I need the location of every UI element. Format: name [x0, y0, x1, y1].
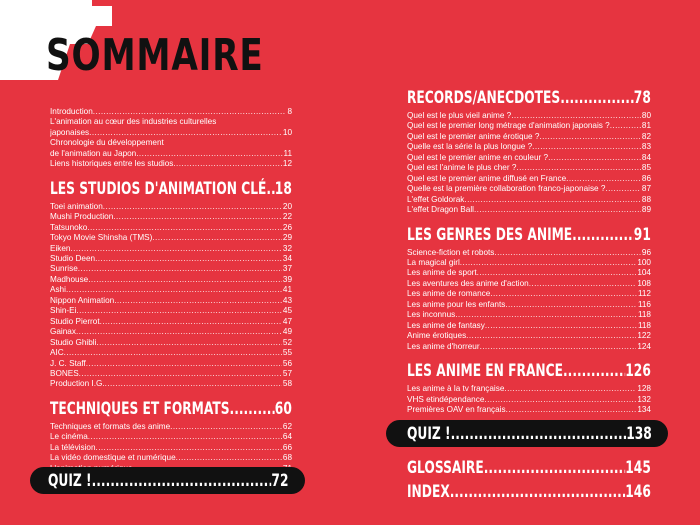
toc-entry[interactable] [407, 268, 651, 278]
toc-entry-page: 108 [637, 278, 651, 288]
toc-entry[interactable] [50, 159, 292, 169]
genres-list [407, 248, 651, 353]
toc-entry[interactable] [407, 384, 651, 394]
toc-entry[interactable] [407, 163, 651, 173]
toc-entry[interactable] [407, 184, 651, 194]
toc-entry-label: Les anime pour les enfants [407, 299, 506, 309]
france-heading[interactable]: LES ANIME EN FRANCE ..... 126 [407, 361, 651, 384]
toc-entry-label: La télévision [50, 442, 96, 452]
toc-entry-label: L'effet Goldorak [407, 194, 465, 204]
toc-entry[interactable] [50, 432, 292, 442]
toc-entry-page: 62 [282, 421, 292, 431]
toc-entry-label: Studio Ghibli [50, 337, 97, 347]
toc-entry-label: Les anime d'horreur [407, 341, 480, 351]
toc-entry-label: Quelle est la première collaboration franco-japonaise ? [407, 184, 606, 194]
intro-list [50, 107, 292, 170]
toc-entry[interactable] [50, 212, 292, 222]
toc-entry-label: BONES [50, 368, 79, 378]
toc-entry-label: Madhouse [50, 274, 89, 284]
toc-entry-page: 22 [282, 212, 292, 222]
toc-entry-label: Quel est le plus vieil anime ? [407, 111, 512, 120]
toc-entry-page: 66 [282, 442, 292, 452]
toc-entry-page: 82 [641, 131, 651, 141]
toc-entry-label: Quel est l'anime le plus cher ? [407, 163, 517, 173]
toc-entry-page: 26 [282, 222, 292, 232]
toc-entry-label: Anime érotiques [407, 331, 467, 341]
toc-entry[interactable] [407, 132, 651, 142]
toc-entry[interactable] [50, 369, 292, 379]
toc-entry-page: 11 [283, 148, 292, 158]
toc-entry-label: L'animation au cœur des industries culturelles [50, 117, 217, 127]
genres-heading[interactable]: LES GENRES DES ANIME ..... 91 [407, 225, 651, 248]
toc-entry[interactable] [407, 142, 651, 152]
toc-entry-page: 124 [637, 341, 651, 351]
toc-entry-label: Quel est le premier long métrage d'animation japonais ? [407, 121, 610, 131]
toc-entry[interactable] [50, 422, 292, 432]
toc-entry[interactable] [50, 453, 292, 463]
toc-entry-label: Ashi [50, 285, 66, 295]
index-heading[interactable]: INDEX ..... 146 [407, 482, 651, 505]
toc-entry-label: Quel est le premier anime en couleur ? [407, 152, 549, 162]
toc-entry-page: 34 [282, 253, 292, 263]
toc-entry-label: de l'animation au Japon [50, 148, 137, 158]
toc-entry[interactable] [50, 202, 292, 212]
toc-entry-page: 29 [282, 233, 292, 243]
quiz-pill-left[interactable] [30, 467, 305, 494]
toc-entry-page: 55 [282, 348, 292, 358]
toc-entry-page: 100 [637, 257, 651, 267]
toc-entry-label: J. C. Staff [50, 358, 86, 368]
toc-entry[interactable] [407, 395, 651, 405]
toc-entry-page: 128 [637, 384, 651, 394]
toc-entry-label: Eiken [50, 243, 71, 253]
toc-entry[interactable] [407, 405, 651, 415]
toc-left-column [50, 107, 292, 474]
toc-entry-page: 58 [282, 379, 292, 389]
toc-entry-page: 122 [637, 331, 651, 341]
toc-entry-page: 84 [641, 152, 651, 162]
toc-entry-page: 10 [282, 127, 292, 137]
techniques-heading[interactable]: TECHNIQUES ET FORMATS ..... 60 [50, 399, 292, 422]
toc-entry-label: VHS etindépendance [407, 394, 485, 404]
toc-entry[interactable] [407, 279, 651, 289]
studios-heading[interactable]: LES STUDIOS D'ANIMATION CLÉ ..... 18 [50, 179, 292, 202]
toc-entry-page: 83 [641, 142, 651, 152]
records-list [407, 111, 651, 216]
toc-entry-page: 8 [287, 107, 292, 116]
toc-entry-page: 118 [637, 320, 651, 330]
toc-entry-label: Shin-Ei [50, 306, 77, 316]
toc-entry[interactable] [50, 296, 292, 306]
toc-right-column [407, 88, 651, 415]
toc-entry-label: AIC [50, 348, 64, 358]
toc-entry-label: Studio Deen [50, 253, 96, 263]
toc-entry-label: Les inconnus [407, 310, 456, 320]
toc-entry-label: japonaises [50, 127, 90, 137]
toc-entry-page: 64 [282, 432, 292, 442]
toc-entry[interactable] [50, 327, 292, 337]
records-heading[interactable]: RECORDS/ANECDOTES ..... 78 [407, 88, 651, 111]
toc-entry[interactable] [407, 289, 651, 299]
toc-entry-page: 52 [282, 337, 292, 347]
toc-entry-label: Tatsunoko [50, 222, 88, 232]
toc-entry-page: 132 [637, 394, 651, 404]
toc-entry-label: Quelle est la série la plus longue ? [407, 142, 533, 152]
toc-entry-label: Premières OAV en français [407, 404, 506, 414]
toc-entry-page: 104 [637, 268, 651, 278]
toc-entry-page: 20 [282, 201, 292, 211]
toc-entry-label: L'effet Dragon Ball [407, 205, 474, 215]
toc-entry-page: 87 [641, 184, 651, 194]
toc-entry[interactable] [50, 306, 292, 316]
toc-entry-page: 57 [282, 368, 292, 378]
toc-entry[interactable] [407, 248, 651, 258]
toc-entry-label: Les anime de sport [407, 268, 477, 278]
toc-entry-page: 49 [282, 327, 292, 337]
toc-entry-page: 81 [641, 121, 651, 131]
toc-entry-label: Mushi Production [50, 212, 114, 222]
toc-entry-page: 85 [641, 163, 651, 173]
toc-entry[interactable] [50, 338, 292, 348]
quiz-label: QUIZ ! [48, 470, 92, 491]
toc-entry[interactable] [407, 153, 651, 163]
toc-entry-page: 96 [641, 247, 651, 257]
toc-entry-page: 41 [282, 285, 292, 295]
page-title: SOMMAIRE [46, 30, 264, 81]
toc-entry-page: 86 [641, 173, 651, 183]
toc-entry-page: 88 [641, 194, 651, 204]
toc-entry[interactable] [407, 310, 651, 320]
toc-entry-page: 43 [282, 295, 292, 305]
toc-entry[interactable] [50, 317, 292, 327]
france-list [407, 384, 651, 415]
toc-entry-page: 112 [637, 289, 651, 299]
toc-entry-page: 39 [282, 274, 292, 284]
toc-entry[interactable] [50, 138, 292, 159]
toc-entry-label: Les aventures des anime d'action [407, 278, 529, 288]
toc-entry-label: Introduction [50, 107, 93, 116]
toc-entry-label: Le cinéma [50, 432, 88, 442]
toc-entry[interactable] [50, 254, 292, 264]
toc-entry[interactable] [50, 379, 292, 389]
toc-entry[interactable] [50, 275, 292, 285]
toc-entry[interactable] [407, 195, 651, 205]
toc-entry-label: Les anime de romance [407, 289, 491, 299]
glossaire-heading[interactable]: GLOSSAIRE ..... 145 [407, 458, 651, 481]
toc-entry[interactable] [407, 300, 651, 310]
toc-entry-page: 47 [282, 316, 292, 326]
toc-entry-page: 56 [282, 358, 292, 368]
toc-entry[interactable] [407, 258, 651, 268]
toc-entry[interactable] [407, 205, 651, 215]
studios-list [50, 202, 292, 390]
toc-entry[interactable] [50, 233, 292, 243]
toc-entry[interactable] [407, 342, 651, 352]
toc-entry-label: Studio Pierrot [50, 316, 100, 326]
toc-entry-label: Quel est le premier anime diffusé en France [407, 173, 567, 183]
toc-entry[interactable] [50, 359, 292, 369]
toc-entry-page: 89 [641, 205, 651, 215]
toc-entry-label: Quel est le premier anime érotique ? [407, 131, 540, 141]
toc-entry-label: Liens historiques entre les studios [50, 159, 174, 169]
toc-entry-label: Toei animation [50, 201, 103, 211]
toc-entry[interactable] [50, 117, 292, 138]
toc-entry[interactable] [50, 107, 292, 117]
toc-entry-page: 12 [282, 159, 292, 169]
toc-entry-label: Tokyo Movie Shinsha (TMS) [50, 233, 153, 243]
toc-entry[interactable] [407, 121, 651, 131]
toc-entry-page: 68 [282, 453, 292, 463]
toc-entry-page: 134 [637, 404, 651, 414]
toc-entry-label: Techniques et formats des anime [50, 421, 171, 431]
toc-entry-label: Production I.G. [50, 379, 105, 389]
toc-entry-label: Les anime à la tv française [407, 384, 505, 394]
toc-entry[interactable] [407, 111, 651, 121]
toc-entry-label: Gainax [50, 327, 76, 337]
toc-entry[interactable] [407, 331, 651, 341]
toc-entry-page: 37 [282, 264, 292, 274]
toc-entry-label: Nippon Animation [50, 295, 115, 305]
toc-entry[interactable] [50, 443, 292, 453]
toc-entry-label: La magical girl [407, 257, 460, 267]
toc-entry-page: 80 [641, 111, 651, 120]
toc-entry-page: 32 [282, 243, 292, 253]
quiz-page: 72 [271, 470, 289, 491]
toc-entry-page: 45 [282, 306, 292, 316]
toc-entry[interactable] [407, 174, 651, 184]
quiz-label: QUIZ ! [407, 423, 451, 444]
toc-entry-label: Sunrise [50, 264, 78, 274]
toc-entry[interactable] [50, 264, 292, 274]
quiz-pill-right[interactable] [386, 420, 668, 447]
toc-entry[interactable] [407, 321, 651, 331]
toc-entry[interactable] [50, 348, 292, 358]
toc-entry-label: Chronologie du développement [50, 138, 164, 148]
toc-entry[interactable] [50, 244, 292, 254]
toc-entry[interactable] [50, 223, 292, 233]
toc-entry-page: 118 [637, 310, 651, 320]
toc-entry-label: Science-fiction et robots [407, 247, 495, 257]
toc-entry-label: Les anime de fantasy [407, 320, 485, 330]
toc-entry-page: 116 [637, 299, 651, 309]
toc-entry-label: La vidéo domestique et numérique [50, 453, 176, 463]
toc-entry[interactable] [50, 285, 292, 295]
quiz-page: 138 [626, 423, 652, 444]
